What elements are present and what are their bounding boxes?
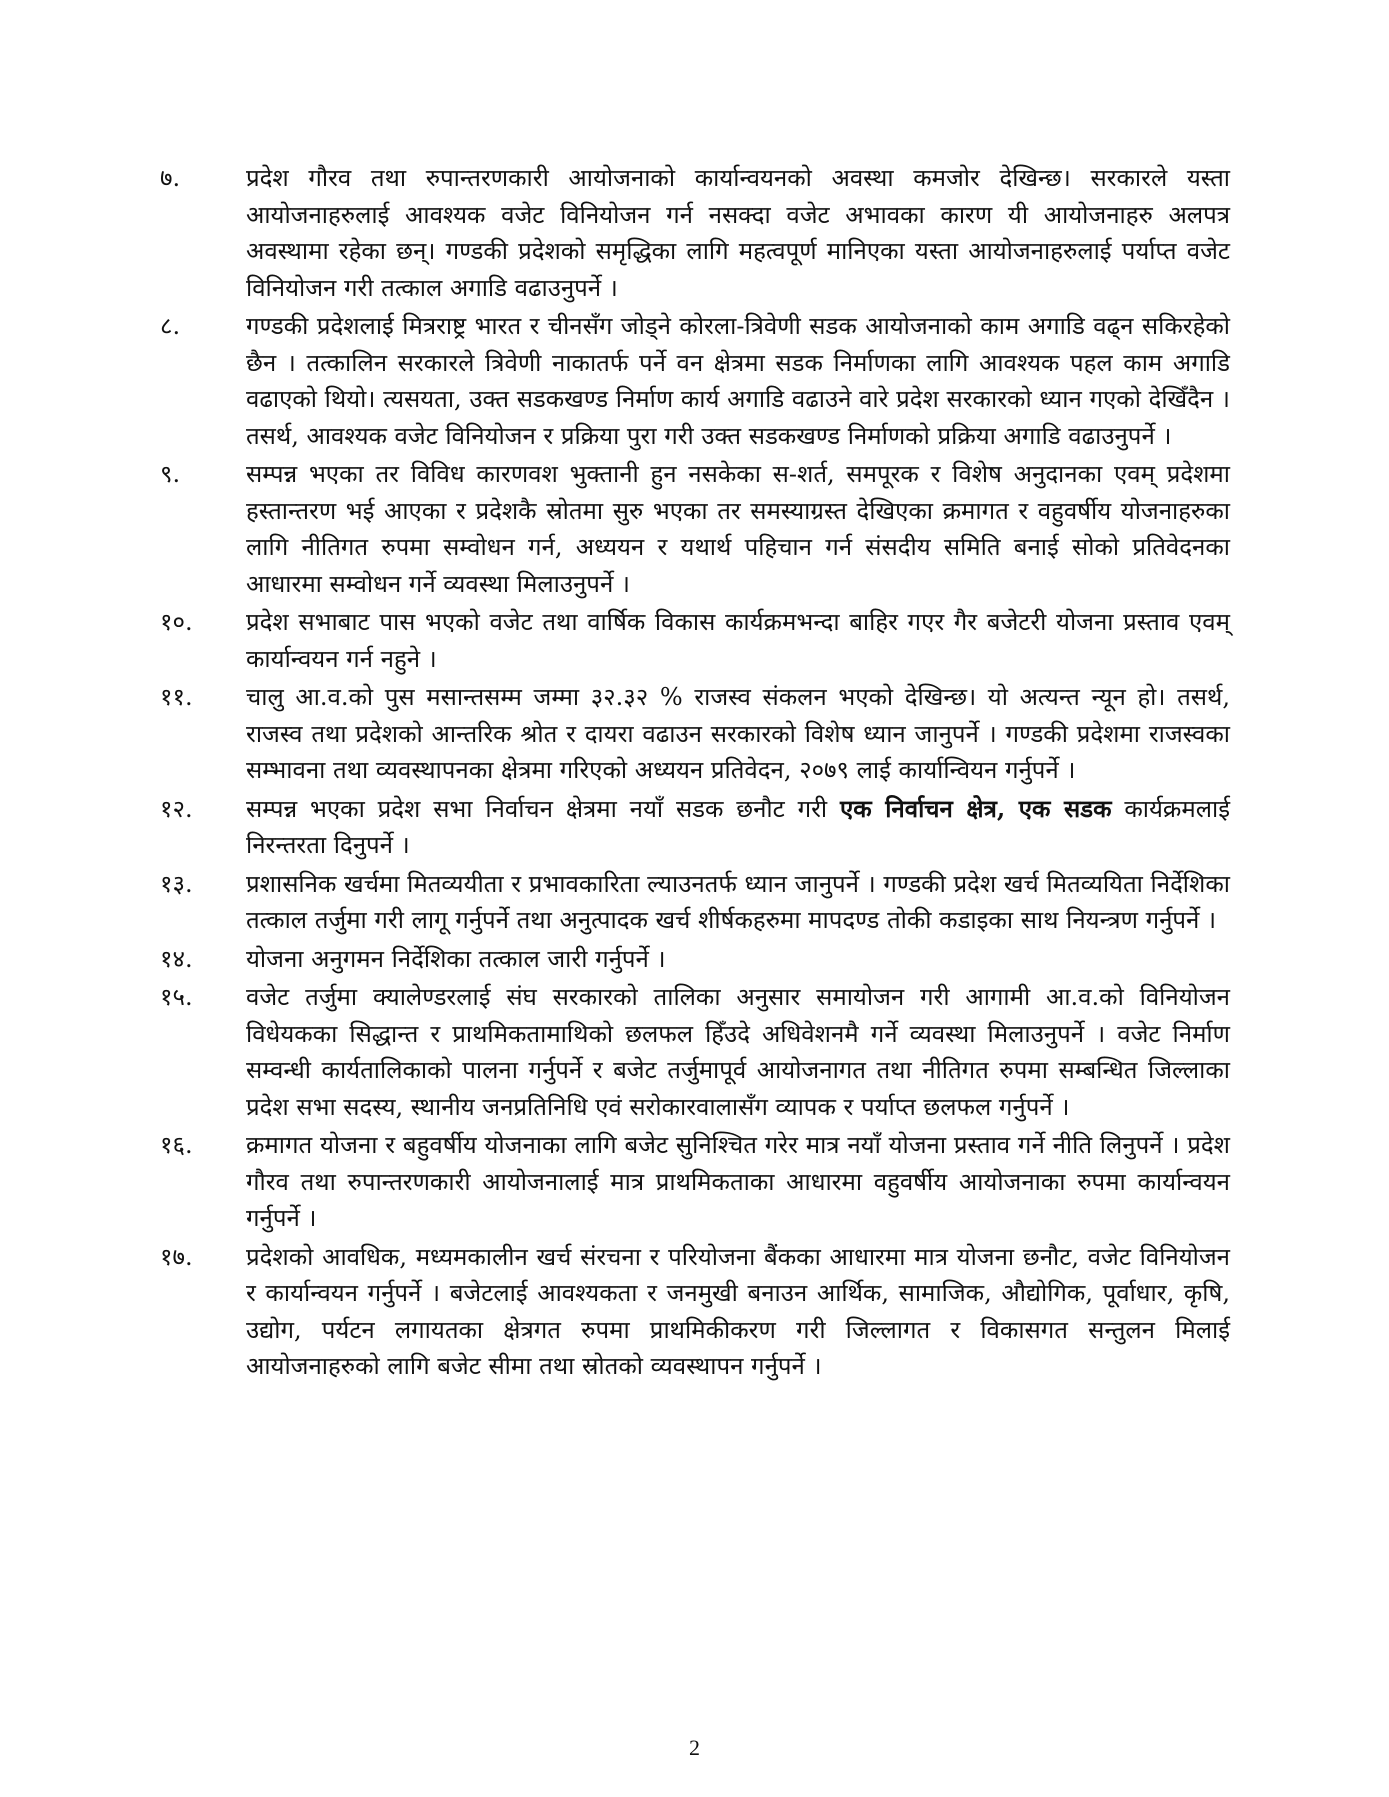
item-number: ११.: [160, 683, 193, 711]
list-item: [160, 791, 1230, 864]
item-text: प्रदेश गौरव तथा रुपान्तरणकारी आयोजनाको कार्यान्वयनको अवस्था कमजोर देखिन्छ। सरकारले यस्ता आयोजनाहरुलाई आवश्यक वजेट विनियोजन गर्न नसक्दा वजेट अभावका कारण यी आयोजनाहरु अलपत्र अवस्थामा रहेका छन्। गण्डकी प्रदेशको समृद्धिका लागि महत्वपूर्ण मानिएका यस्ता आयोजनाहरुलाई पर्याप्त वजेट विनियोजन गरी तत्काल अगाडि वढाउनुपर्ने ।: [246, 164, 1230, 302]
item-number: ९.: [160, 460, 181, 488]
item-text: प्रदेशको आवधिक, मध्यमकालीन खर्च संरचना र परियोजना बैंकका आधारमा मात्र योजना छनौट, वजेट विनियोजन र कार्यान्वयन गर्नुपर्ने । बजेटलाई आवश्यकता र जनमुखी बनाउन आर्थिक, सामाजिक, औद्योगिक, पूर्वाधार, कृषि, उद्योग, पर्यटन लगायतका क्षेत्रगत रुपमा प्राथमिकीकरण गरी जिल्लागत र विकासगत सन्तुलन मिलाई आयोजनाहरुको लागि बजेट सीमा तथा स्रोतको व्यवस्थापन गर्नुपर्ने ।: [246, 1242, 1230, 1380]
item-number: १२.: [160, 794, 193, 823]
item-number: ८.: [160, 312, 181, 340]
list-item: [160, 1127, 1230, 1237]
item-number: १६.: [160, 1131, 193, 1159]
item-number: १४.: [160, 944, 193, 973]
list-item: [160, 160, 1230, 306]
list-item: [160, 604, 1230, 677]
list-item: [160, 1239, 1230, 1385]
item-text: योजना अनुगमन निर्देशिका तत्काल जारी गर्नुपर्ने ।: [246, 944, 666, 973]
item-text: चालु आ.व.को पुस मसान्तसम्म जम्मा ३२.३२ % राजस्व संकलन भएको देखिन्छ। यो अत्यन्त न्यून हो। तसर्थ, राजस्व तथा प्रदेशको आन्तरिक श्रोत र दायरा वढाउन सरकारको विशेष ध्यान जानुपर्ने । गण्डकी प्रदेशमा राजस्वका सम्भावना तथा व्यवस्थापनका क्षेत्रमा गरिएको अध्ययन प्रतिवेदन, २०७९ लाई कार्यान्वियन गर्नुपर्ने ।: [246, 683, 1230, 784]
numbered-list: [160, 160, 1230, 1387]
list-item: [160, 941, 1230, 978]
item-number: १५.: [160, 983, 193, 1011]
item-text: गण्डकी प्रदेशलाई मित्रराष्ट्र भारत र चीनसँग जोड्ने कोरला-त्रिवेणी सडक आयोजनाको काम अगाडि वढ्न सकिरहेको छैन । तत्कालिन सरकारले त्रिवेणी नाकातर्फ पर्ने वन क्षेत्रमा सडक निर्माणका लागि आवश्यक पहल काम अगाडि वढाएको थियो। त्यसयता, उक्त सडकखण्ड निर्माण कार्य अगाडि वढाउने वारे प्रदेश सरकारको ध्यान गएको देखिँदैन । तसर्थ, आवश्यक वजेट विनियोजन र प्रक्रिया पुरा गरी उक्त सडकखण्ड निर्माणको प्रक्रिया अगाडि वढाउनुपर्ने ।: [246, 312, 1230, 450]
list-item: [160, 866, 1230, 939]
page-number: 2: [689, 1735, 700, 1760]
list-item: [160, 679, 1230, 789]
item-text: [246, 791, 1230, 864]
item-text-before: सम्पन्न भएका प्रदेश सभा निर्वाचन क्षेत्रमा नयाँ सडक छनौट गरी: [246, 794, 840, 823]
item-number: १७.: [160, 1242, 193, 1271]
item-text: क्रमागत योजना र बहुवर्षीय योजनाका लागि बजेट सुनिश्चित गरेर मात्र नयाँ योजना प्रस्ताव गर्ने नीति लिनुपर्ने । प्रदेश गौरव तथा रुपान्तरणकारी आयोजनालाई मात्र प्राथमिकताका आधारमा वहुवर्षीय आयोजनाका रुपमा कार्यान्वयन गर्नुपर्ने ।: [246, 1131, 1230, 1232]
item-number: १३.: [160, 869, 193, 898]
item-text-after: कार्यक्रमलाई निरन्तरता दिनुपर्ने ।: [246, 794, 1230, 859]
item-text: प्रशासनिक खर्चमा मितव्ययीता र प्रभावकारिता ल्याउनतर्फ ध्यान जानुपर्ने । गण्डकी प्रदेश खर्च मितव्ययिता निर्देशिका तत्काल तर्जुमा गरी लागू गर्नुपर्ने तथा अनुत्पादक खर्च शीर्षकहरुमा मापदण्ड तोकी कडाइका साथ नियन्त्रण गर्नुपर्ने ।: [246, 869, 1230, 934]
item-text: प्रदेश सभाबाट पास भएको वजेट तथा वार्षिक विकास कार्यक्रमभन्दा बाहिर गएर गैर बजेटरी योजना प्रस्ताव एवम् कार्यान्वयन गर्न नहुने ।: [246, 608, 1230, 673]
item-number: १०.: [160, 608, 193, 636]
list-item: [160, 979, 1230, 1125]
item-text: सम्पन्न भएका तर विविध कारणवश भुक्तानी हुन नसकेका स-शर्त, समपूरक र विशेष अनुदानका एवम् प्रदेशमा हस्तान्तरण भई आएका र प्रदेशकै स्रोतमा सुरु भएका तर समस्याग्रस्त देखिएका क्रमागत र वहुवर्षीय योजनाहरुका लागि नीतिगत रुपमा सम्वोधन गर्न, अध्ययन र यथार्थ पहिचान गर्न संसदीय समिति बनाई सोको प्रतिवेदनका आधारमा सम्वोधन गर्ने व्यवस्था मिलाउनुपर्ने ।: [246, 460, 1230, 598]
list-item: [160, 308, 1230, 454]
item-text-bold: एक निर्वाचन क्षेत्र, एक सडक: [839, 793, 1112, 823]
item-number: ७.: [160, 164, 181, 192]
list-item: [160, 456, 1230, 602]
item-text: वजेट तर्जुमा क्यालेण्डरलाई संघ सरकारको तालिका अनुसार समायोजन गरी आगामी आ.व.को विनियोजन विधेयकका सिद्धान्त र प्राथमिकतामाथिको छलफल हिँउदे अधिवेशनमै गर्ने व्यवस्था मिलाउनुपर्ने । वजेट निर्माण सम्वन्धी कार्यतालिकाको पालना गर्नुपर्ने र बजेट तर्जुमापूर्व आयोजनागत तथा नीतिगत रुपमा सम्बन्धित जिल्लाका प्रदेश सभा सदस्य, स्थानीय जनप्रतिनिधि एवं सरोकारवालासँग व्यापक र पर्याप्त छलफल गर्नुपर्ने ।: [246, 983, 1230, 1121]
